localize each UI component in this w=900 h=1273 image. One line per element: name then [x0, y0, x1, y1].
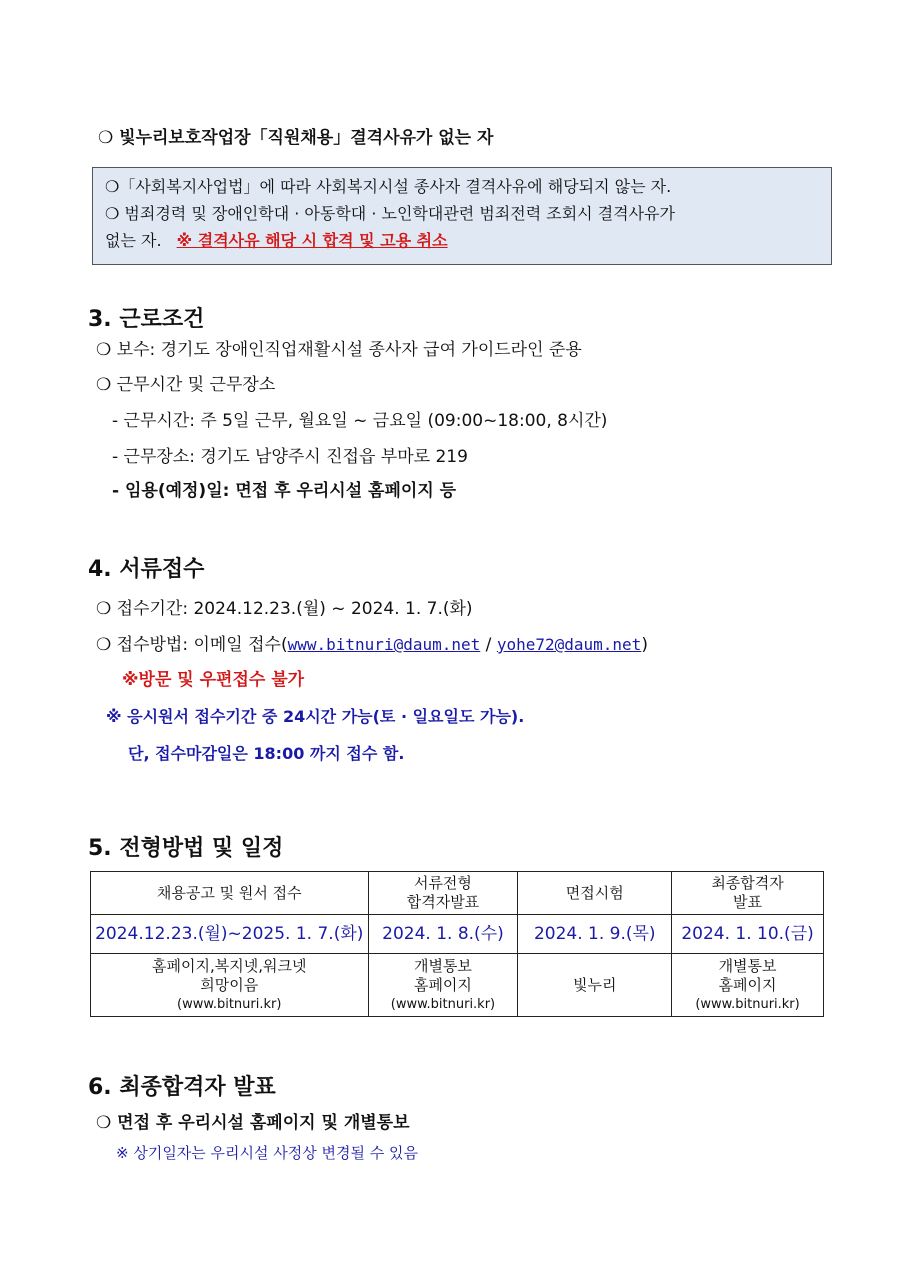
method-suffix: ) [641, 635, 648, 655]
box-line-1: ❍「사회복지사업법」에 따라 사회복지시설 종사자 결격사유에 해당되지 않는 자. [105, 177, 672, 196]
email-link-1[interactable]: www.bitnuri@daum.net [287, 635, 481, 654]
application-note-1: ※ 응시원서 접수기간 중 24시간 가능(토 · 일요일도 가능). [106, 707, 525, 726]
section-5-title: 5. 전형방법 및 일정 [88, 836, 284, 861]
header-document-result: 서류전형 합격자발표 [368, 872, 518, 915]
section-3-title: 3. 근로조건 [88, 307, 205, 332]
deadline-note: 단, 접수마감일은 18:00 까지 접수 함. [128, 744, 405, 763]
schedule-header-row [91, 872, 824, 915]
schedule-channel-row [91, 954, 824, 1017]
schedule-table [90, 871, 824, 1017]
email-link-2[interactable]: yohe72@daum.net [496, 635, 642, 654]
section-4-title: 4. 서류접수 [88, 557, 205, 582]
date-interview: 2024. 1. 9.(목) [518, 915, 672, 954]
final-announcement-item: ❍ 면접 후 우리시설 홈페이지 및 개별통보 [96, 1113, 410, 1133]
disqualification-box [92, 167, 832, 265]
cancel-warning: ※ 결격사유 해당 시 합격 및 고용 취소 [176, 231, 448, 250]
application-method [96, 634, 648, 656]
hours-place-item: ❍ 근무시간 및 근무장소 [96, 375, 276, 395]
application-note-2 [128, 743, 404, 765]
pay-item: ❍ 보수: 경기도 장애인직업재활시설 종사자 급여 가이드라인 준용 [96, 340, 582, 360]
email-separator: / [480, 635, 497, 655]
criteria-heading: ❍ 빛누리보호작업장「직원채용」결격사유가 없는 자 [98, 128, 494, 148]
schedule-date-row [91, 915, 824, 954]
application-period: ❍ 접수기간: 2024.12.23.(월) ~ 2024. 1. 7.(화) [96, 599, 473, 619]
channel-interview: 빛누리 [518, 954, 672, 1017]
channel-posting: 홈페이지,복지넷,워크넷 희망이음 (www.bitnuri.kr) [91, 954, 369, 1017]
section-6-title: 6. 최종합격자 발표 [88, 1075, 276, 1100]
header-posting: 채용공고 및 원서 접수 [91, 872, 369, 915]
no-visit-note: ※방문 및 우편접수 불가 [122, 670, 305, 690]
appointment-date: - 임용(예정)일: 면접 후 우리시설 홈페이지 등 [112, 481, 457, 501]
header-final-result: 최종합격자 발표 [672, 872, 824, 915]
header-interview: 면접시험 [518, 872, 672, 915]
date-final-result: 2024. 1. 10.(금) [672, 915, 824, 954]
work-hours: - 근무시간: 주 5일 근무, 월요일 ~ 금요일 (09:00~18:00, 8시간) [112, 411, 608, 431]
method-prefix: ❍ 접수방법: 이메일 접수( [96, 635, 288, 655]
channel-final-result: 개별통보 홈페이지 (www.bitnuri.kr) [672, 954, 824, 1017]
channel-document-result: 개별통보 홈페이지 (www.bitnuri.kr) [368, 954, 518, 1017]
date-posting: 2024.12.23.(월)~2025. 1. 7.(화) [91, 915, 369, 954]
box-line-3-prefix: 없는 자. [105, 231, 162, 250]
work-place: - 근무장소: 경기도 남양주시 진접읍 부마로 219 [112, 447, 468, 467]
date-document-result: 2024. 1. 8.(수) [368, 915, 518, 954]
box-line-3 [105, 231, 448, 251]
box-line-2: ❍ 범죄경력 및 장애인학대 · 아동학대 · 노인학대관련 범죄전력 조회시 결격사유가 [105, 204, 675, 223]
schedule-change-note: ※ 상기일자는 우리시설 사정상 변경될 수 있음 [116, 1144, 418, 1162]
